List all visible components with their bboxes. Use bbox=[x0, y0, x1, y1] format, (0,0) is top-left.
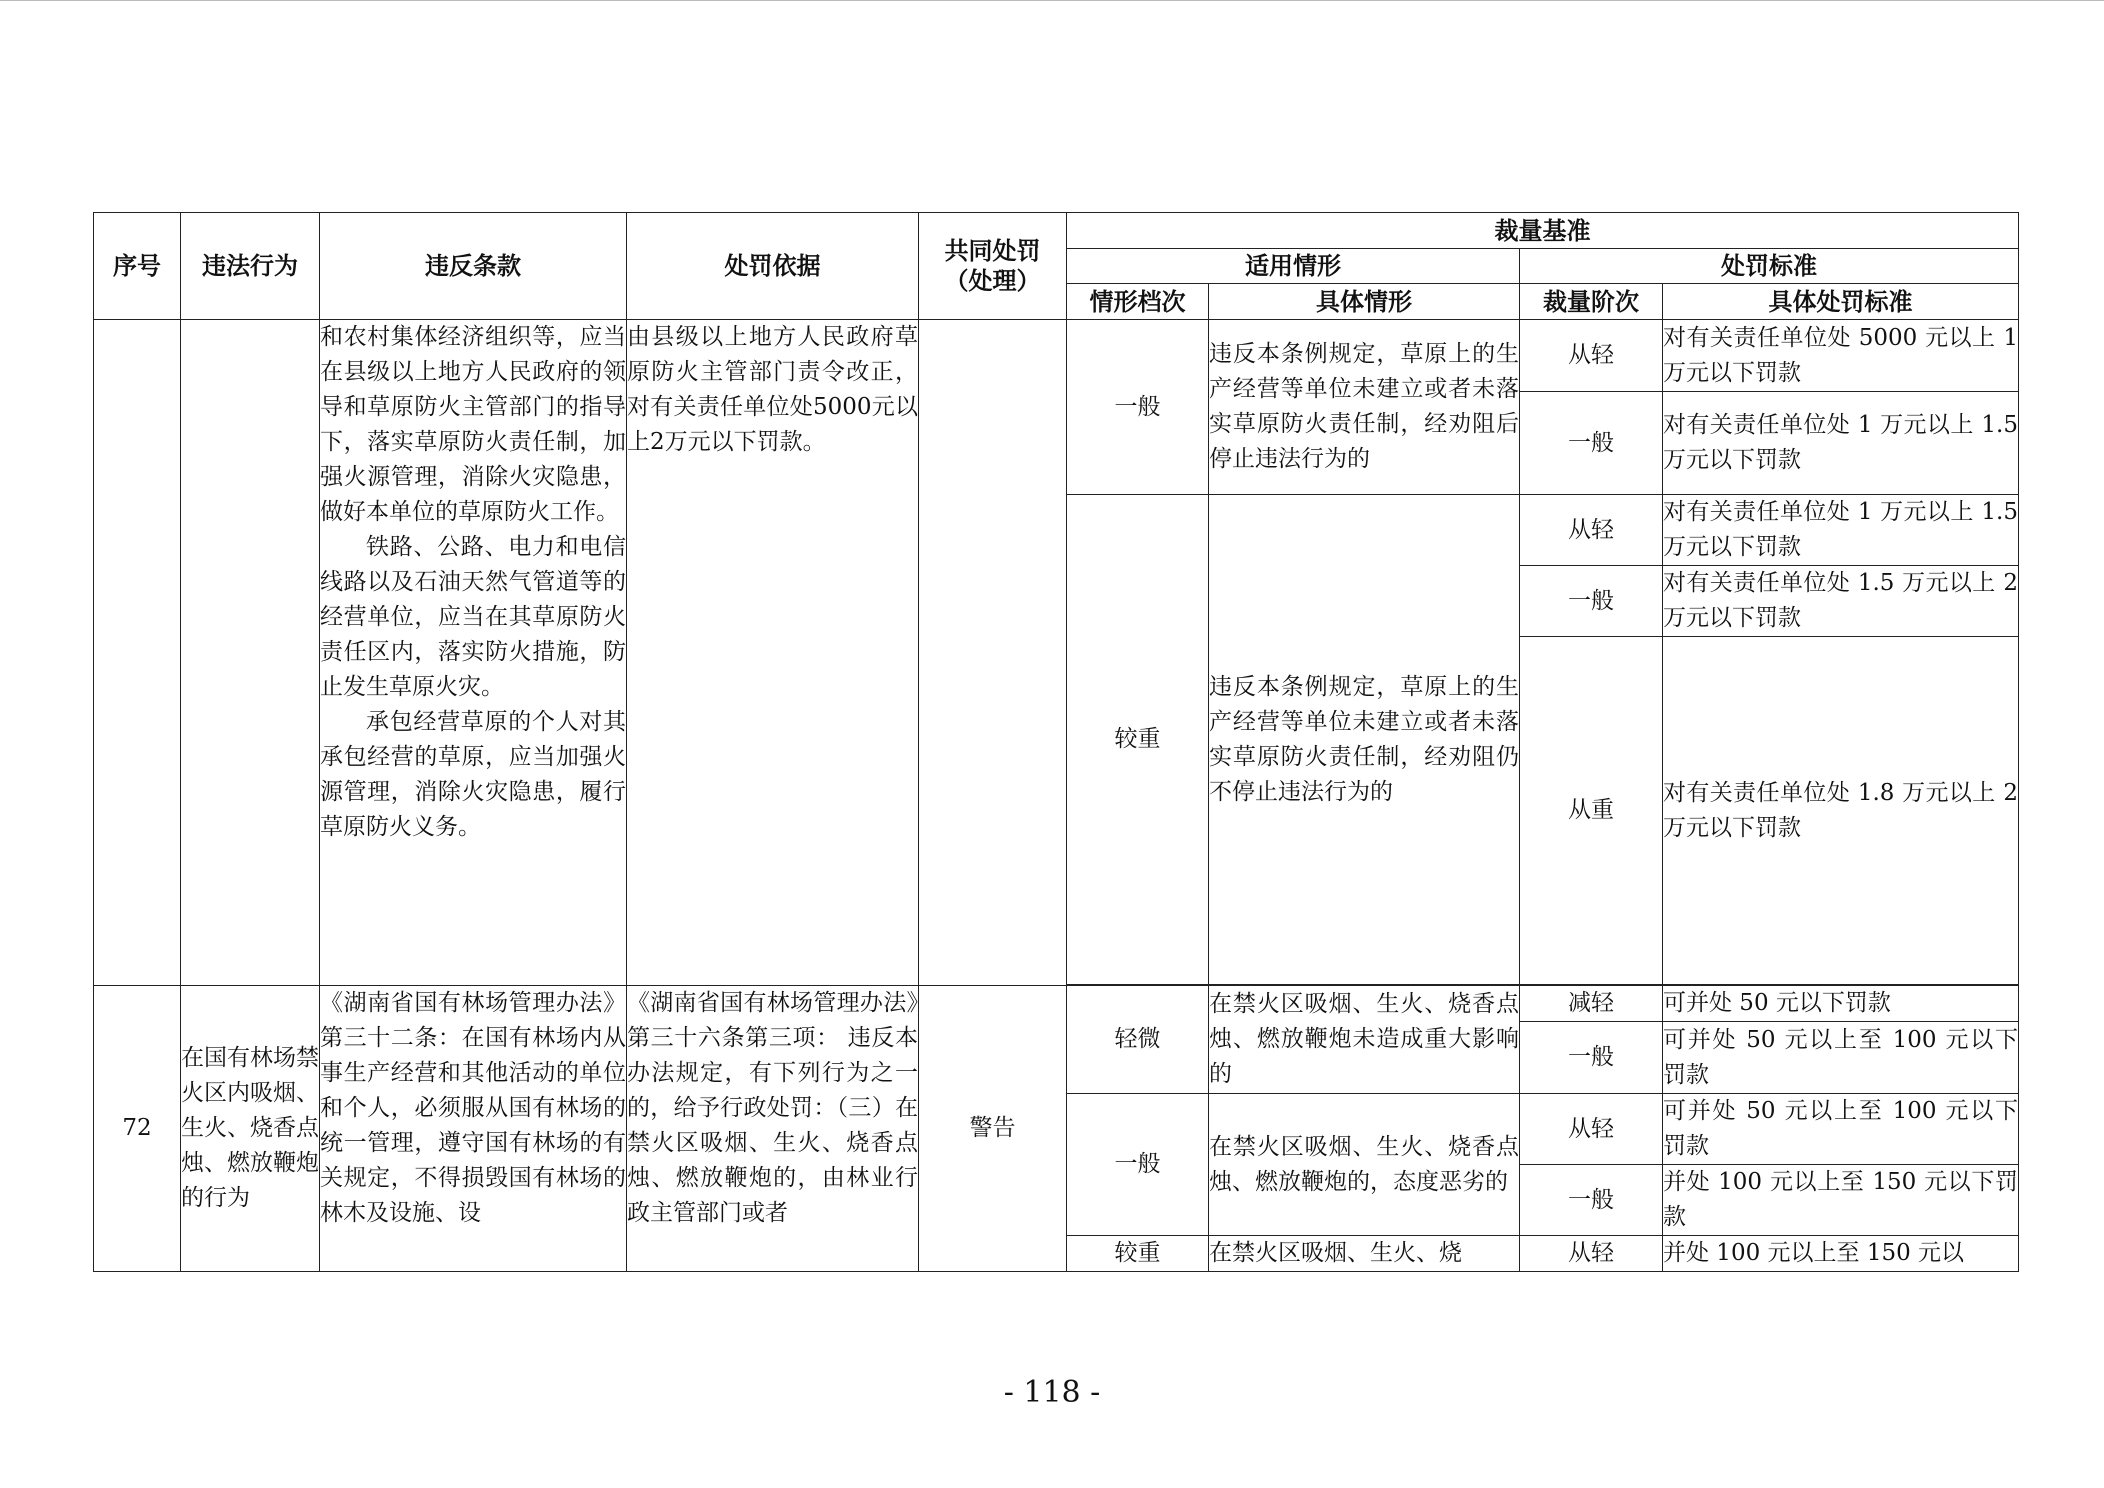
standard-cell: 可并处 50 元以上至 100 元以下罚款 bbox=[1663, 1094, 2019, 1165]
standard-cell: 对有关责任单位处 1 万元以上 1.5 万元以下罚款 bbox=[1663, 392, 2019, 495]
situation-cell: 违反本条例规定，草原上的生产经营等单位未建立或者未落实草原防火责任制，经劝阻仍不停止违法行为的 bbox=[1209, 495, 1520, 985]
grade-cell: 从重 bbox=[1520, 637, 1663, 985]
header-common-penalty: 共同处罚（处理） bbox=[919, 213, 1067, 320]
standard-cell: 可并处 50 元以下罚款 bbox=[1663, 986, 2019, 1022]
article-paragraph: 和农村集体经济组织等，应当在县级以上地方人民政府的领导和草原防火主管部门的指导下，落实草原防火责任制，加强火源管理，消除火灾隐患，做好本单位的草原防火工作。 bbox=[320, 324, 626, 525]
behavior-cell: 在国有林场禁火区内吸烟、生火、烧香点烛、燃放鞭炮的行为 bbox=[181, 986, 320, 1272]
grade-cell: 从轻 bbox=[1520, 495, 1663, 566]
level-cell: 一般 bbox=[1067, 1094, 1209, 1236]
grade-cell: 一般 bbox=[1520, 392, 1663, 495]
header-discretion: 裁量基准 bbox=[1067, 213, 2019, 249]
header-situation: 具体情形 bbox=[1209, 284, 1520, 320]
discretion-table bbox=[93, 212, 2019, 1272]
seq-cell-empty bbox=[94, 320, 181, 986]
basis-cell: 由县级以上地方人民政府草原防火主管部门责令改正，对有关责任单位处5000元以上2万元以下罚款。 bbox=[627, 320, 919, 986]
header-grade: 裁量阶次 bbox=[1520, 284, 1663, 320]
article-paragraph: 承包经营草原的个人对其承包经营的草原，应当加强火源管理，消除火灾隐患，履行草原防火义务。 bbox=[320, 709, 626, 840]
common-penalty-cell-empty bbox=[919, 320, 1067, 986]
article-paragraph: 铁路、公路、电力和电信线路以及石油天然气管道等的经营单位，应当在其草原防火责任区内，落实防火措施，防止发生草原火灾。 bbox=[320, 534, 626, 700]
standard-cell: 对有关责任单位处 1.5 万元以上 2 万元以下罚款 bbox=[1663, 566, 2019, 637]
standard-cell: 可并处 50 元以上至 100 元以下罚款 bbox=[1663, 1022, 2019, 1094]
situation-cell: 在禁火区吸烟、生火、烧香点烛、燃放鞭炮未造成重大影响的 bbox=[1209, 986, 1520, 1094]
level-cell: 一般 bbox=[1067, 320, 1209, 495]
level-cell: 较重 bbox=[1067, 495, 1209, 985]
standard-cell: 对有关责任单位处 1 万元以上 1.5 万元以下罚款 bbox=[1663, 495, 2019, 566]
grade-cell: 减轻 bbox=[1520, 986, 1663, 1022]
standard-cell: 并处 100 元以上至 150 元以 bbox=[1663, 1236, 2019, 1272]
standard-cell: 并处 100 元以上至 150 元以下罚款 bbox=[1663, 1165, 2019, 1236]
header-specific-standard: 具体处罚标准 bbox=[1663, 284, 2019, 320]
table-row bbox=[94, 986, 2019, 1022]
grade-cell: 从轻 bbox=[1520, 1236, 1663, 1272]
page-top-rule bbox=[0, 0, 2104, 1]
standard-cell: 对有关责任单位处 5000 元以上 1 万元以下罚款 bbox=[1663, 320, 2019, 392]
header-applicable: 适用情形 bbox=[1067, 249, 1520, 284]
common-penalty-cell: 警告 bbox=[919, 986, 1067, 1272]
grade-cell: 一般 bbox=[1520, 1022, 1663, 1094]
grade-cell: 一般 bbox=[1520, 1165, 1663, 1236]
grade-cell: 从轻 bbox=[1520, 1094, 1663, 1165]
violated-article-cell bbox=[320, 320, 627, 986]
violated-article-cell: 《湖南省国有林场管理办法》第三十二条：在国有林场内从事生产经营和其他活动的单位和个人，必须服从国有林场的统一管理，遵守国有林场的有关规定，不得损毁国有林场的林木及设施、设 bbox=[320, 986, 627, 1272]
standard-cell: 对有关责任单位处 1.8 万元以上 2 万元以下罚款 bbox=[1663, 637, 2019, 985]
header-basis: 处罚依据 bbox=[627, 213, 919, 320]
header-level: 情形档次 bbox=[1067, 284, 1209, 320]
grade-cell: 从轻 bbox=[1520, 320, 1663, 392]
behavior-cell-empty bbox=[181, 320, 320, 986]
seq-cell: 72 bbox=[94, 986, 181, 1272]
grade-cell: 一般 bbox=[1520, 566, 1663, 637]
table-row bbox=[94, 320, 2019, 392]
situation-cell: 在禁火区吸烟、生火、烧 bbox=[1209, 1236, 1520, 1272]
header-standard: 处罚标准 bbox=[1520, 249, 2019, 284]
level-cell: 较重 bbox=[1067, 1236, 1209, 1272]
header-behavior: 违法行为 bbox=[181, 213, 320, 320]
level-cell: 轻微 bbox=[1067, 986, 1209, 1094]
situation-cell: 违反本条例规定，草原上的生产经营等单位未建立或者未落实草原防火责任制，经劝阻后停止违法行为的 bbox=[1209, 320, 1520, 495]
header-seq: 序号 bbox=[94, 213, 181, 320]
basis-cell: 《湖南省国有林场管理办法》第三十六条第三项： 违反本办法规定，有下列行为之一的，给予行政处罚：（三）在禁火区吸烟、生火、烧香点烛、燃放鞭炮的，由林业行政主管部门或者 bbox=[627, 986, 919, 1272]
page-number: - 118 - bbox=[1003, 1375, 1101, 1410]
header-violated-article: 违反条款 bbox=[320, 213, 627, 320]
situation-cell: 在禁火区吸烟、生火、烧香点烛、燃放鞭炮的，态度恶劣的 bbox=[1209, 1094, 1520, 1236]
